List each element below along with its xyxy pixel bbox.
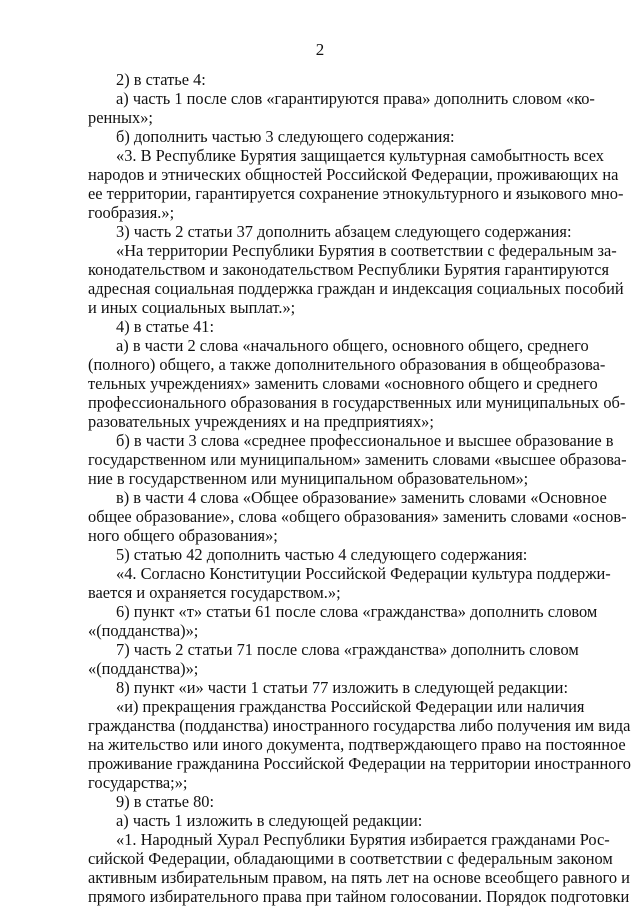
text-line: сийской Федерации, обладающими в соответствии с федеральным законом	[88, 849, 613, 868]
text-line: а) часть 1 изложить в следующей редакции:	[116, 811, 423, 830]
text-line: проживание гражданина Российской Федерации на территории иностранного	[88, 754, 631, 773]
text-line: на жительство или иного документа, подтверждающего право на постоянное	[88, 735, 626, 754]
text-line: «(подданства)»;	[88, 621, 199, 640]
text-line: в) в части 4 слова «Общее образование» заменить словами «Основное	[116, 488, 607, 507]
text-line: «3. В Республике Бурятия защищается культурная самобытность всех	[116, 146, 604, 165]
page-number: 2	[315, 40, 325, 59]
text-line: (полного) общего, а также дополнительного образования в общеобразова-	[88, 355, 606, 374]
document-body	[88, 70, 631, 906]
text-line: государственном или муниципальном» заменить словами «высшее образова-	[88, 450, 627, 469]
text-line: адресная социальная поддержка граждан и индексация социальных пособий	[88, 279, 624, 298]
text-line: тельных учреждениях» заменить словами «основного общего и среднего	[88, 374, 598, 393]
text-line: 9) в статье 80:	[116, 792, 215, 811]
text-line: вается и охраняется государством.»;	[88, 583, 341, 602]
text-line: 5) статью 42 дополнить частью 4 следующего содержания:	[116, 545, 528, 564]
text-line: народов и этнических общностей Российской Федерации, проживающих на	[88, 165, 619, 184]
text-line: ренных»;	[88, 108, 153, 127]
text-line: ного общего образования»;	[88, 526, 278, 545]
text-line: общее образование», слова «общего образования» заменить словами «основ-	[88, 507, 627, 526]
text-line: профессионального образования в государственных или муниципальных об-	[88, 393, 626, 412]
text-line: прямого избирательного права при тайном голосовании. Порядок подготовки	[88, 887, 630, 906]
text-line: «4. Согласно Конституции Российской Федерации культура поддержи-	[116, 564, 611, 583]
text-line: б) в части 3 слова «среднее профессиональное и высшее образование в	[116, 431, 614, 450]
text-line: а) в части 2 слова «начального общего, основного общего, среднего	[116, 336, 589, 355]
text-line: гражданства (подданства) иностранного государства либо получения им вида	[88, 716, 631, 735]
text-line: а) часть 1 после слов «гарантируются права» дополнить словом «ко-	[116, 89, 595, 108]
text-line: 8) пункт «и» части 1 статьи 77 изложить в следующей редакции:	[116, 678, 568, 697]
text-line: и иных социальных выплат.»;	[88, 298, 296, 317]
text-line: 3) часть 2 статьи 37 дополнить абзацем следующего содержания:	[116, 222, 572, 241]
text-line: 4) в статье 41:	[116, 317, 215, 336]
text-line: «и) прекращения гражданства Российской Федерации или наличия	[116, 697, 585, 716]
text-line: государства;»;	[88, 773, 188, 792]
text-line: активным избирательным правом, на пять лет на основе всеобщего равного и	[88, 868, 630, 887]
text-line: 2) в статье 4:	[116, 70, 206, 89]
text-line: 7) часть 2 статьи 71 после слова «гражданства» дополнить словом	[116, 640, 579, 659]
text-line: б) дополнить частью 3 следующего содержания:	[116, 127, 455, 146]
text-line: ее территории, гарантируется сохранение этнокультурного и языкового мно-	[88, 184, 624, 203]
text-line: разовательных учреждениях и на предприятиях»;	[88, 412, 434, 431]
text-line: «(подданства)»;	[88, 659, 199, 678]
text-line: ние в государственном или муниципальном образовательном»;	[88, 469, 529, 488]
text-line: «На территории Республики Бурятия в соответствии с федеральным за-	[116, 241, 617, 260]
text-line: «1. Народный Хурал Республики Бурятия избирается гражданами Рос-	[116, 830, 610, 849]
text-line: гообразия.»;	[88, 203, 175, 222]
text-line: конодательством и законодательством Республики Бурятия гарантируются	[88, 260, 610, 279]
text-line: 6) пункт «т» статьи 61 после слова «гражданства» дополнить словом	[116, 602, 598, 621]
